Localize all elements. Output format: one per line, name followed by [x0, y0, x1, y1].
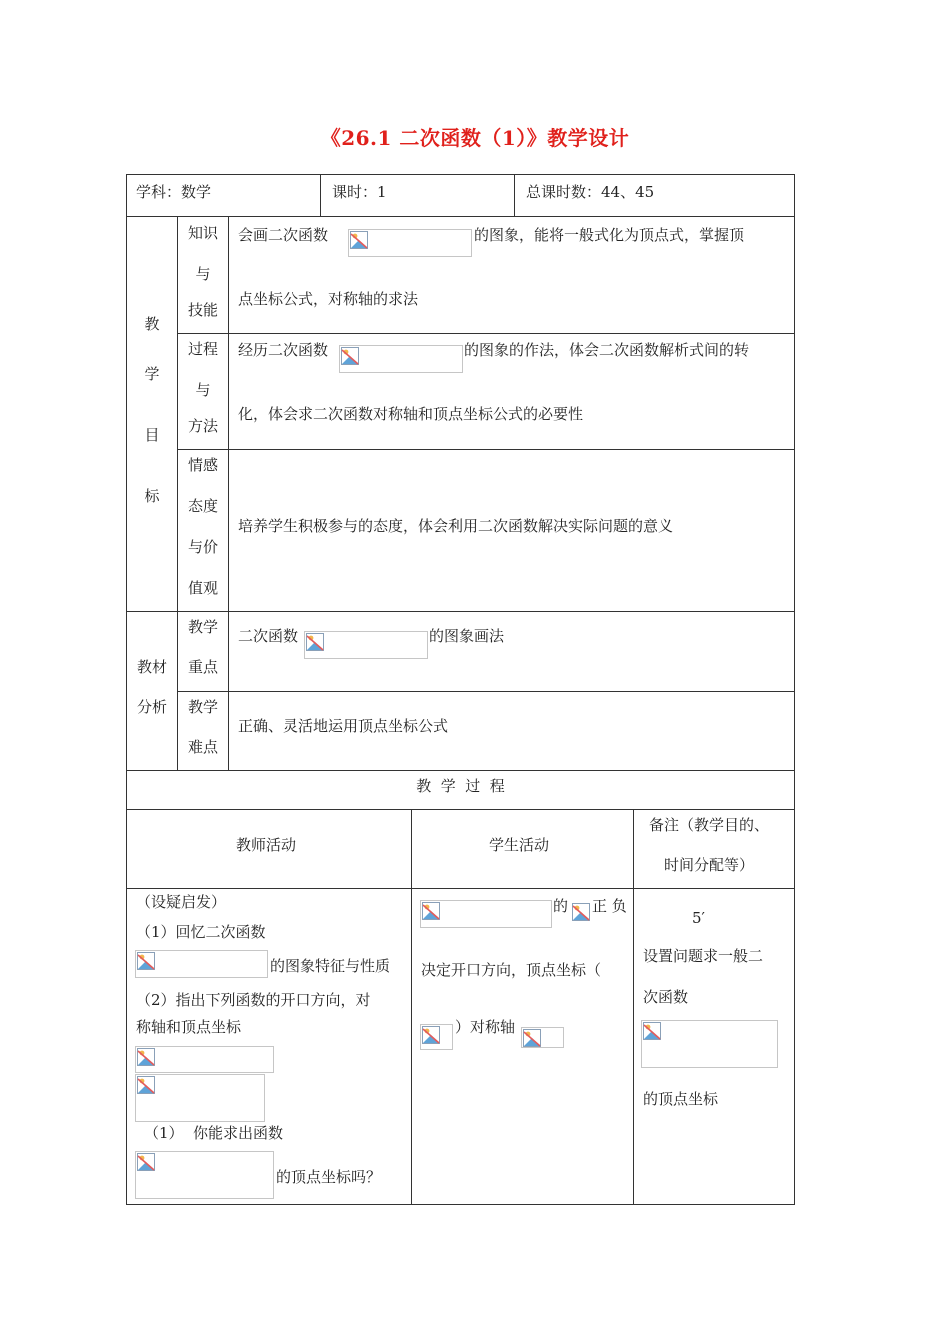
formula-image [572, 903, 590, 921]
emotion-text: 培养学生积极参与的态度，体会利用二次函数解决实际问题的意义 [238, 517, 674, 535]
process-text-2: 化，体会求二次函数对称轴和顶点坐标公式的必要性 [238, 405, 584, 423]
knowledge-label-2: 与 [195, 265, 211, 283]
process-label-2: 与 [195, 381, 211, 399]
knowledge-text-2: 点坐标公式，对称轴的求法 [238, 290, 419, 308]
document-title: 《26.1 二次函数（1）》教学设计 [320, 126, 630, 150]
student-line-2: 决定开口方向，顶点坐标（ [421, 961, 602, 979]
process-text-1b: 的图象的作法，体会二次函数解析式间的转 [464, 341, 750, 359]
key-label-1: 教学 [187, 618, 218, 636]
process-text-1a: 经历二次函数 [238, 341, 329, 359]
knowledge-text-1a: 会画二次函数 [238, 226, 329, 244]
total-lessons-cell: 总课时数：44、45 [526, 183, 655, 201]
broken-image-icon [137, 1076, 155, 1094]
formula-image [521, 1027, 564, 1048]
broken-image-icon [422, 1026, 440, 1044]
note-line-1: 设置问题求一般二 [643, 947, 764, 965]
formula-image [135, 950, 268, 978]
knowledge-label-1: 知识 [187, 224, 218, 242]
material-label-2: 分析 [136, 698, 167, 716]
formula-image [135, 1151, 274, 1199]
emotion-label-4: 值观 [187, 579, 218, 597]
note-time: 5′ [692, 909, 705, 927]
student-line-1b: 正 负 [592, 897, 627, 915]
material-label-1: 教材 [136, 658, 167, 676]
difficult-label-2: 难点 [187, 738, 218, 756]
goals-label-3: 目 [144, 426, 160, 444]
broken-image-icon [350, 231, 368, 249]
broken-image-icon [643, 1022, 661, 1040]
student-line-3a: ）对称轴 [455, 1018, 516, 1036]
formula-image [420, 1024, 453, 1050]
knowledge-text-1b: 的图象，能将一般式化为顶点式，掌握顶 [474, 226, 745, 244]
process-label-3: 方法 [187, 417, 218, 435]
goals-label-4: 标 [144, 487, 160, 505]
teacher-line-7: 的顶点坐标吗？ [276, 1168, 382, 1186]
teacher-line-3: 的图象特征与性质 [270, 957, 391, 975]
teacher-line-6b: 你能求出函数 [193, 1124, 284, 1142]
note-column-header-1: 备注（教学目的、 [649, 816, 770, 834]
note-line-3: 的顶点坐标 [643, 1090, 719, 1108]
broken-image-icon [306, 633, 324, 651]
broken-image-icon [523, 1029, 541, 1047]
formula-image [339, 345, 463, 373]
emotion-label-3: 与价 [187, 538, 218, 556]
broken-image-icon [137, 1048, 155, 1066]
broken-image-icon [137, 952, 155, 970]
teacher-column-header: 教师活动 [236, 836, 297, 854]
teacher-line-2: （1）回忆二次函数 [136, 923, 266, 941]
teacher-line-4: （2）指出下列函数的开口方向，对 [136, 991, 371, 1009]
formula-image [304, 631, 428, 659]
note-column-header-2: 时间分配等） [664, 856, 755, 874]
lesson-cell: 课时：1 [332, 183, 387, 201]
teacher-line-5: 称轴和顶点坐标 [136, 1018, 242, 1036]
formula-image [641, 1020, 778, 1068]
formula-image [420, 900, 552, 928]
teacher-line-1: （设疑启发） [136, 893, 227, 911]
process-label-1: 过程 [187, 340, 218, 358]
broken-image-icon [341, 347, 359, 365]
student-column-header: 学生活动 [489, 836, 550, 854]
key-text-b: 的图象画法 [429, 627, 505, 645]
difficult-text: 正确、灵活地运用顶点坐标公式 [238, 717, 449, 735]
goals-label-2: 学 [144, 365, 160, 383]
knowledge-label-3: 技能 [187, 301, 218, 319]
broken-image-icon [137, 1153, 155, 1171]
student-line-1a: 的 [553, 897, 569, 915]
emotion-label-2: 态度 [187, 497, 218, 515]
goals-label-1: 教 [144, 315, 160, 333]
formula-image [135, 1074, 265, 1122]
subject-cell: 学科：数学 [136, 183, 212, 201]
teacher-line-6a: （1） [144, 1124, 184, 1142]
difficult-label-1: 教学 [187, 698, 218, 716]
key-label-2: 重点 [187, 658, 218, 676]
formula-image [348, 229, 472, 257]
broken-image-icon [422, 902, 440, 920]
process-section-title: 教 学 过 程 [416, 777, 505, 795]
key-text-a: 二次函数 [238, 627, 299, 645]
broken-image-icon [572, 903, 590, 921]
formula-image [135, 1046, 274, 1073]
note-line-2: 次函数 [643, 988, 689, 1006]
emotion-label-1: 情感 [187, 456, 218, 474]
